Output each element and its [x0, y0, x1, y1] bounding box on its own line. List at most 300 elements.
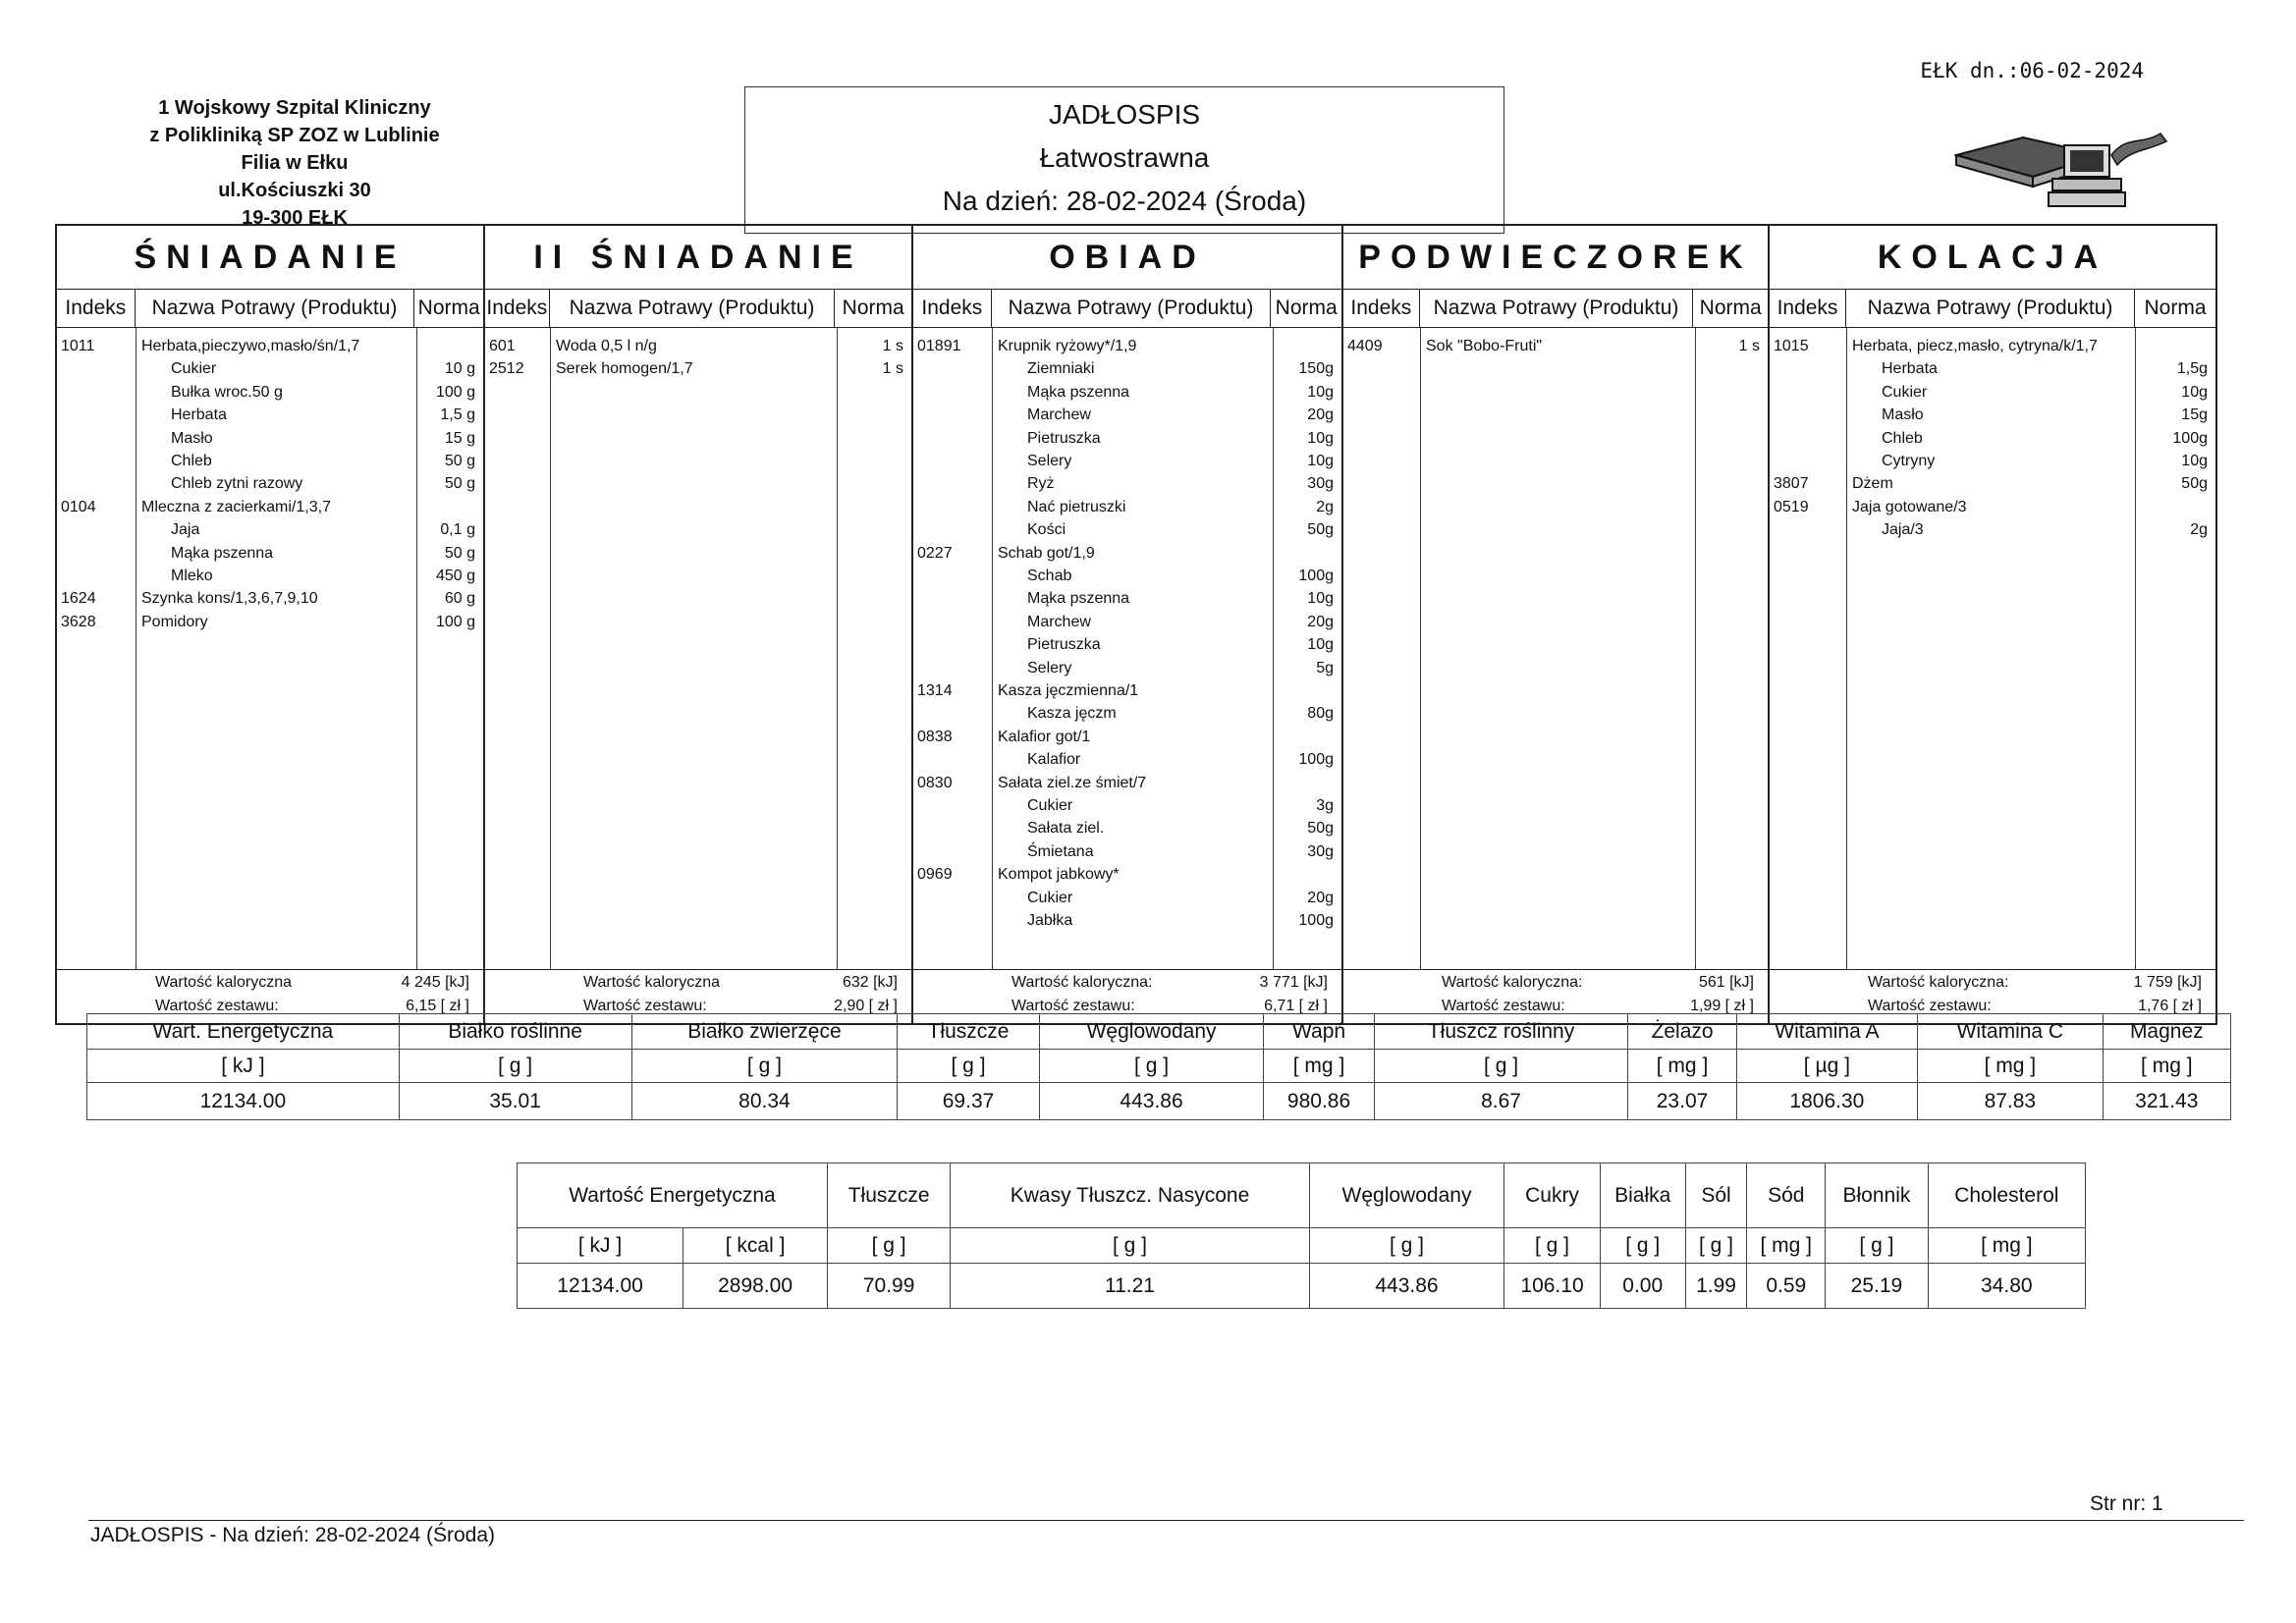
header-norm: Norma — [417, 297, 480, 319]
summary-unit: [ g ] — [1309, 1228, 1504, 1264]
nutrition-label: Żelazo — [1628, 1014, 1736, 1050]
summary-label: Tłuszcze — [828, 1163, 951, 1228]
item-norm: 10 g — [444, 360, 475, 378]
item-norm: 50 g — [444, 544, 475, 562]
item-name: Szynka kons/1,3,6,7,9,10 — [141, 590, 318, 608]
menu-item-row — [1770, 519, 2215, 541]
cost-label: Wartość zestawu: — [155, 998, 279, 1014]
item-norm: 20g — [1307, 889, 1334, 906]
summary-label: Białka — [1600, 1163, 1685, 1228]
print-date: EŁK dn.:06-02-2024 — [1920, 59, 2144, 82]
summary-row-label — [518, 1163, 2086, 1228]
menu-item-row — [57, 588, 483, 610]
menu-item-row — [913, 473, 1341, 495]
nutrition-unit: [ g ] — [631, 1050, 898, 1083]
menu-table — [55, 224, 2217, 1025]
nutrition-table — [86, 1013, 2231, 1120]
item-index: 1015 — [1774, 338, 1809, 354]
menu-item-row — [485, 336, 911, 357]
item-name: Sałata ziel. — [1027, 820, 1105, 838]
item-name: Cytryny — [1882, 453, 1936, 469]
nutrition-value: 443.86 — [1039, 1083, 1264, 1120]
summary-value: 12134.00 — [518, 1264, 683, 1309]
item-norm: 2g — [1316, 498, 1334, 515]
item-name: Ryż — [1027, 475, 1055, 493]
item-name: Mleko — [171, 568, 213, 584]
menu-item-row — [57, 428, 483, 450]
item-name: Masło — [171, 429, 213, 447]
nutrition-unit: [ mg ] — [1264, 1050, 1374, 1083]
item-norm: 50g — [1307, 521, 1334, 539]
summary-label: Kwasy Tłuszcz. Nasycone — [951, 1163, 1309, 1228]
menu-item-row — [57, 336, 483, 357]
item-name: Śmietana — [1027, 842, 1094, 860]
item-name: Kasza jęczm — [1027, 705, 1117, 723]
calories-label: Wartość kaloryczna — [155, 974, 292, 991]
item-name: Masło — [1882, 406, 1924, 424]
item-index: 1314 — [917, 682, 953, 699]
nutrition-unit: [ mg ] — [1918, 1050, 2103, 1083]
menu-item-row — [913, 428, 1341, 450]
column-divider — [550, 328, 551, 970]
footer-label: JADŁOSPIS - Na dzień: 28-02-2024 (Środa) — [90, 1524, 496, 1546]
item-name: Cukier — [1027, 797, 1073, 814]
item-norm: 0,1 g — [440, 521, 475, 539]
nutrition-value: 69.37 — [898, 1083, 1039, 1120]
summary-row-value — [518, 1264, 2086, 1309]
item-name: Jaja gotowane/3 — [1852, 498, 1967, 515]
meal-column-header — [1343, 290, 1768, 328]
item-norm: 1 s — [1738, 338, 1760, 354]
item-name: Selery — [1027, 453, 1072, 469]
menu-date: Na dzień: 28-02-2024 (Środa) — [942, 186, 1307, 216]
cost-value: 1,76 [ zł ] — [2138, 998, 2202, 1014]
meal-title: II ŚNIADANIE — [485, 226, 911, 290]
cost-value: 1,99 [ zł ] — [1690, 998, 1754, 1014]
menu-item-row — [1770, 428, 2215, 450]
item-norm: 1 s — [882, 360, 903, 378]
item-name: Marchew — [1027, 613, 1091, 630]
item-name: Pomidory — [141, 613, 208, 630]
nutrition-unit: [ g ] — [898, 1050, 1039, 1083]
summary-unit: [ mg ] — [1747, 1228, 1826, 1264]
menu-item-row — [913, 795, 1341, 817]
hospital-line: ul.Kościuszki 30 — [218, 180, 371, 201]
item-norm: 20g — [1307, 613, 1334, 630]
menu-item-row — [913, 382, 1341, 404]
menu-item-row — [1770, 405, 2215, 426]
menu-item-row — [913, 497, 1341, 518]
cost-label: Wartość zestawu: — [1868, 998, 1992, 1014]
item-norm: 1,5 g — [440, 406, 475, 424]
summary-unit: [ g ] — [828, 1228, 951, 1264]
item-norm: 10g — [2181, 383, 2208, 401]
item-index: 0104 — [61, 498, 96, 515]
menu-item-row — [1770, 358, 2215, 380]
item-name: Kompot jabkowy* — [998, 866, 1120, 884]
item-name: Ziemniaki — [1027, 360, 1095, 378]
header-name: Nazwa Potrawy (Produktu) — [550, 290, 836, 327]
item-index: 4409 — [1347, 338, 1383, 354]
cost-value: 6,15 [ zł ] — [406, 998, 469, 1014]
menu-item-row — [57, 566, 483, 587]
item-norm: 1 s — [882, 338, 903, 354]
item-norm: 15g — [2181, 406, 2208, 424]
hospital-address — [98, 94, 491, 232]
summary-value: 70.99 — [828, 1264, 951, 1309]
item-norm: 80g — [1307, 705, 1334, 723]
item-norm: 50 g — [444, 453, 475, 469]
header-norm: Norma — [2144, 297, 2207, 319]
summary-label: Cholesterol — [1928, 1163, 2085, 1228]
meal-column-header — [57, 290, 483, 328]
item-name: Jaja — [171, 521, 200, 539]
meal-column-header — [485, 290, 911, 328]
meal-title: PODWIECZOREK — [1343, 226, 1768, 290]
meal-items — [57, 328, 483, 970]
item-index: 1011 — [61, 338, 95, 354]
menu-item-row — [913, 841, 1341, 863]
item-name: Woda 0,5 l n/g — [556, 338, 657, 354]
nutrition-label: Wart. Energetyczna — [87, 1014, 400, 1050]
item-name: Kalafior — [1027, 751, 1081, 769]
menu-item-row — [913, 864, 1341, 886]
item-name: Kasza jęczmienna/1 — [998, 682, 1139, 699]
item-name: Herbata — [171, 406, 227, 424]
meal-title: ŚNIADANIE — [57, 226, 483, 290]
menu-item-row — [485, 358, 911, 380]
header-name: Nazwa Potrawy (Produktu) — [1420, 290, 1694, 327]
item-norm: 10g — [1307, 429, 1334, 447]
item-index: 1624 — [61, 590, 96, 608]
nutrition-value: 80.34 — [631, 1083, 898, 1120]
summary-value: 0.00 — [1600, 1264, 1685, 1309]
item-name: Nać pietruszki — [1027, 498, 1126, 515]
summary-label: Wartość Energetyczna — [518, 1163, 828, 1228]
nutrition-value: 8.67 — [1374, 1083, 1628, 1120]
menu-item-row — [913, 358, 1341, 380]
header-norm: Norma — [1275, 297, 1338, 319]
summary-unit: [ g ] — [1600, 1228, 1685, 1264]
menu-item-row — [1770, 473, 2215, 495]
menu-item-row — [913, 405, 1341, 426]
item-name: Schab — [1027, 568, 1072, 584]
item-name: Marchew — [1027, 406, 1091, 424]
item-norm: 20g — [1307, 406, 1334, 424]
header-index: Indeks — [57, 290, 136, 327]
item-name: Mleczna z zacierkami/1,3,7 — [141, 498, 331, 515]
menu-item-row — [913, 703, 1341, 725]
item-name: Pietruszka — [1027, 429, 1101, 447]
calories-value: 1 759 [kJ] — [2133, 974, 2202, 991]
item-name: Jabłka — [1027, 912, 1073, 929]
nutrition-value: 1806.30 — [1736, 1083, 1917, 1120]
calories-label: Wartość kaloryczna: — [1442, 974, 1583, 991]
column-divider — [1420, 328, 1421, 970]
header-name: Nazwa Potrawy (Produktu) — [136, 290, 415, 327]
cost-label: Wartość zestawu: — [1011, 998, 1135, 1014]
meal-column-header — [1770, 290, 2215, 328]
item-name: Sok "Bobo-Fruti" — [1426, 338, 1543, 354]
item-name: Herbata, piecz,masło, cytryna/k/1,7 — [1852, 338, 2098, 354]
header-name: Nazwa Potrawy (Produktu) — [1846, 290, 2135, 327]
nutrition-label: Tłuszcz roślinny — [1374, 1014, 1628, 1050]
item-name: Schab got/1,9 — [998, 544, 1095, 562]
nutrition-row-label — [87, 1014, 2231, 1050]
item-norm: 5g — [1316, 659, 1334, 676]
menu-item-row — [913, 749, 1341, 771]
menu-item-row — [57, 543, 483, 565]
cost-value: 6,71 [ zł ] — [1264, 998, 1328, 1014]
item-norm: 30g — [1307, 842, 1334, 860]
item-name: Kości — [1027, 521, 1066, 539]
item-name: Herbata,pieczywo,masło/śn/1,7 — [141, 338, 360, 354]
item-norm: 100g — [2172, 429, 2208, 447]
nutrition-label: Białko roślinne — [399, 1014, 631, 1050]
calories-value: 4 245 [kJ] — [401, 974, 469, 991]
summary-label: Sód — [1747, 1163, 1826, 1228]
menu-item-row — [913, 543, 1341, 565]
hospital-line: Filia w Ełku — [241, 152, 349, 174]
header-index: Indeks — [485, 290, 550, 327]
item-name: Chleb — [1882, 429, 1923, 447]
item-name: Pietruszka — [1027, 636, 1101, 654]
menu-item-row — [913, 910, 1341, 932]
summary-unit: [ g ] — [951, 1228, 1309, 1264]
menu-item-row — [913, 818, 1341, 839]
nutrition-value: 12134.00 — [87, 1083, 400, 1120]
nutrition-label: Witamina C — [1918, 1014, 2103, 1050]
calories-label: Wartość kaloryczna: — [1868, 974, 2009, 991]
menu-item-row — [57, 612, 483, 633]
item-name: Mąka pszenna — [1027, 383, 1130, 401]
meal-items — [913, 328, 1341, 970]
summary-value: 34.80 — [1928, 1264, 2085, 1309]
page-number: Str nr: 1 — [2090, 1492, 2163, 1515]
menu-item-row — [913, 680, 1341, 702]
item-name: Sałata ziel.ze śmiet/7 — [998, 774, 1147, 791]
item-name: Herbata — [1882, 360, 1938, 378]
menu-item-row — [57, 497, 483, 518]
item-index: 0830 — [917, 774, 953, 791]
column-divider — [837, 328, 838, 970]
header-index: Indeks — [1343, 290, 1420, 327]
nutrition-label: Witamina A — [1736, 1014, 1917, 1050]
summary-unit: [ mg ] — [1928, 1228, 2085, 1264]
calories-label: Wartość kaloryczna: — [1011, 974, 1153, 991]
summary-value: 106.10 — [1504, 1264, 1600, 1309]
meal-title: OBIAD — [913, 226, 1341, 290]
calories-label: Wartość kaloryczna — [583, 974, 720, 991]
nutrition-unit: [ g ] — [1374, 1050, 1628, 1083]
column-divider — [1695, 328, 1696, 970]
item-index: 2512 — [489, 360, 524, 378]
summary-label: Błonnik — [1826, 1163, 1928, 1228]
menu-item-row — [57, 358, 483, 380]
item-name: Bułka wroc.50 g — [171, 383, 283, 401]
summary-value: 2898.00 — [683, 1264, 828, 1309]
item-index: 601 — [489, 338, 516, 354]
meal-title: KOLACJA — [1770, 226, 2215, 290]
menu-item-row — [1770, 382, 2215, 404]
hospital-line: z Polikliniką SP ZOZ w Lublinie — [149, 125, 440, 146]
header-norm: Norma — [1699, 297, 1762, 319]
item-norm: 10g — [1307, 590, 1334, 608]
item-norm: 3g — [1316, 797, 1334, 814]
meal-column — [1770, 226, 2215, 1023]
nutrition-summary-table — [517, 1163, 2086, 1309]
summary-unit: [ g ] — [1826, 1228, 1928, 1264]
item-name: Chleb — [171, 453, 212, 469]
nutrition-unit: [ mg ] — [1628, 1050, 1736, 1083]
item-norm: 100 g — [435, 383, 475, 401]
item-name: Krupnik ryżowy*/1,9 — [998, 338, 1137, 354]
item-norm: 10g — [1307, 636, 1334, 654]
item-norm: 450 g — [435, 568, 475, 584]
nutrition-value: 35.01 — [399, 1083, 631, 1120]
menu-item-row — [913, 566, 1341, 587]
book-computer-icon — [1954, 116, 2172, 210]
item-norm: 10g — [1307, 453, 1334, 469]
summary-value: 1.99 — [1685, 1264, 1747, 1309]
summary-unit: [ g ] — [1685, 1228, 1747, 1264]
cost-label: Wartość zestawu: — [583, 998, 707, 1014]
item-index: 0519 — [1774, 498, 1809, 515]
item-norm: 50g — [2181, 475, 2208, 493]
nutrition-value: 23.07 — [1628, 1083, 1736, 1120]
item-norm: 50 g — [444, 475, 475, 493]
hospital-line: 1 Wojskowy Szpital Kliniczny — [158, 97, 431, 119]
item-norm: 150g — [1298, 360, 1334, 378]
menu-item-row — [1770, 451, 2215, 472]
header-index: Indeks — [913, 290, 992, 327]
item-norm: 100g — [1298, 568, 1334, 584]
header-name: Nazwa Potrawy (Produktu) — [992, 290, 1272, 327]
summary-value: 0.59 — [1747, 1264, 1826, 1309]
menu-item-row — [913, 658, 1341, 679]
menu-item-row — [913, 588, 1341, 610]
header-index: Indeks — [1770, 290, 1846, 327]
item-name: Serek homogen/1,7 — [556, 360, 693, 378]
item-norm: 2g — [2190, 521, 2208, 539]
item-name: Dżem — [1852, 475, 1893, 493]
meal-column — [913, 226, 1343, 1023]
nutrition-unit: [ g ] — [1039, 1050, 1264, 1083]
item-norm: 30g — [1307, 475, 1334, 493]
menu-item-row — [913, 773, 1341, 794]
menu-item-row — [913, 451, 1341, 472]
nutrition-unit: [ mg ] — [2103, 1050, 2230, 1083]
header-norm: Norma — [842, 297, 904, 319]
summary-value: 443.86 — [1309, 1264, 1504, 1309]
menu-item-row — [57, 405, 483, 426]
summary-label: Węglowodany — [1309, 1163, 1504, 1228]
summary-unit: [ kcal ] — [683, 1228, 828, 1264]
item-name: Selery — [1027, 659, 1072, 676]
nutrition-row-value — [87, 1083, 2231, 1120]
nutrition-value: 87.83 — [1918, 1083, 2103, 1120]
item-index: 3628 — [61, 613, 96, 630]
menu-item-row — [57, 382, 483, 404]
menu-item-row — [57, 451, 483, 472]
item-norm: 100 g — [435, 613, 475, 630]
nutrition-value: 980.86 — [1264, 1083, 1374, 1120]
item-index: 01891 — [917, 338, 961, 354]
footer-divider — [88, 1520, 2244, 1521]
summary-row-unit — [518, 1228, 2086, 1264]
nutrition-value: 321.43 — [2103, 1083, 2230, 1120]
item-name: Cukier — [1882, 383, 1928, 401]
nutrition-unit: [ kJ ] — [87, 1050, 400, 1083]
item-name: Mąka pszenna — [171, 544, 274, 562]
nutrition-unit: [ µg ] — [1736, 1050, 1917, 1083]
item-name: Cukier — [171, 360, 217, 378]
menu-item-row — [913, 727, 1341, 748]
item-norm: 1,5g — [2176, 360, 2208, 378]
calories-value: 3 771 [kJ] — [1259, 974, 1328, 991]
item-norm: 100g — [1298, 912, 1334, 929]
summary-unit: [ kJ ] — [518, 1228, 683, 1264]
cost-value: 2,90 [ zł ] — [834, 998, 898, 1014]
meal-column — [57, 226, 485, 1023]
nutrition-label: Węglowodany — [1039, 1014, 1264, 1050]
item-norm: 15 g — [444, 429, 475, 447]
item-norm: 10g — [2181, 453, 2208, 469]
page-title: JADŁOSPIS — [1048, 99, 1201, 130]
meal-column — [1343, 226, 1770, 1023]
summary-label: Cukry — [1504, 1163, 1600, 1228]
item-norm: 60 g — [444, 590, 475, 608]
item-name: Chleb zytni razowy — [171, 475, 303, 493]
menu-item-row — [57, 519, 483, 541]
meal-items — [485, 328, 911, 970]
menu-item-row — [1770, 497, 2215, 518]
nutrition-label: Tłuszcze — [898, 1014, 1039, 1050]
menu-item-row — [57, 473, 483, 495]
item-index: 0838 — [917, 728, 953, 745]
calories-value: 632 [kJ] — [842, 974, 898, 991]
menu-item-row — [1343, 336, 1768, 357]
item-index: 0227 — [917, 544, 953, 562]
item-name: Jaja/3 — [1882, 521, 1924, 539]
menu-item-row — [913, 336, 1341, 357]
menu-item-row — [913, 519, 1341, 541]
cost-label: Wartość zestawu: — [1442, 998, 1565, 1014]
item-index: 0969 — [917, 866, 953, 884]
nutrition-label: Białko zwierzęce — [631, 1014, 898, 1050]
summary-unit: [ g ] — [1504, 1228, 1600, 1264]
nutrition-row-unit — [87, 1050, 2231, 1083]
item-index: 3807 — [1774, 475, 1809, 493]
diet-name: Łatwostrawna — [1039, 142, 1210, 173]
menu-item-row — [913, 634, 1341, 656]
nutrition-label: Magnez — [2103, 1014, 2230, 1050]
item-name: Kalafior got/1 — [998, 728, 1091, 745]
item-norm: 100g — [1298, 751, 1334, 769]
item-name: Cukier — [1027, 889, 1073, 906]
meal-items — [1770, 328, 2215, 970]
calories-value: 561 [kJ] — [1698, 974, 1754, 991]
title-box — [744, 86, 1504, 234]
summary-label: Sól — [1685, 1163, 1747, 1228]
menu-item-row — [913, 612, 1341, 633]
menu-item-row — [1770, 336, 2215, 357]
meal-items — [1343, 328, 1768, 970]
meal-column-header — [913, 290, 1341, 328]
item-norm: 10g — [1307, 383, 1334, 401]
nutrition-label: Wapń — [1264, 1014, 1374, 1050]
menu-item-row — [913, 888, 1341, 909]
